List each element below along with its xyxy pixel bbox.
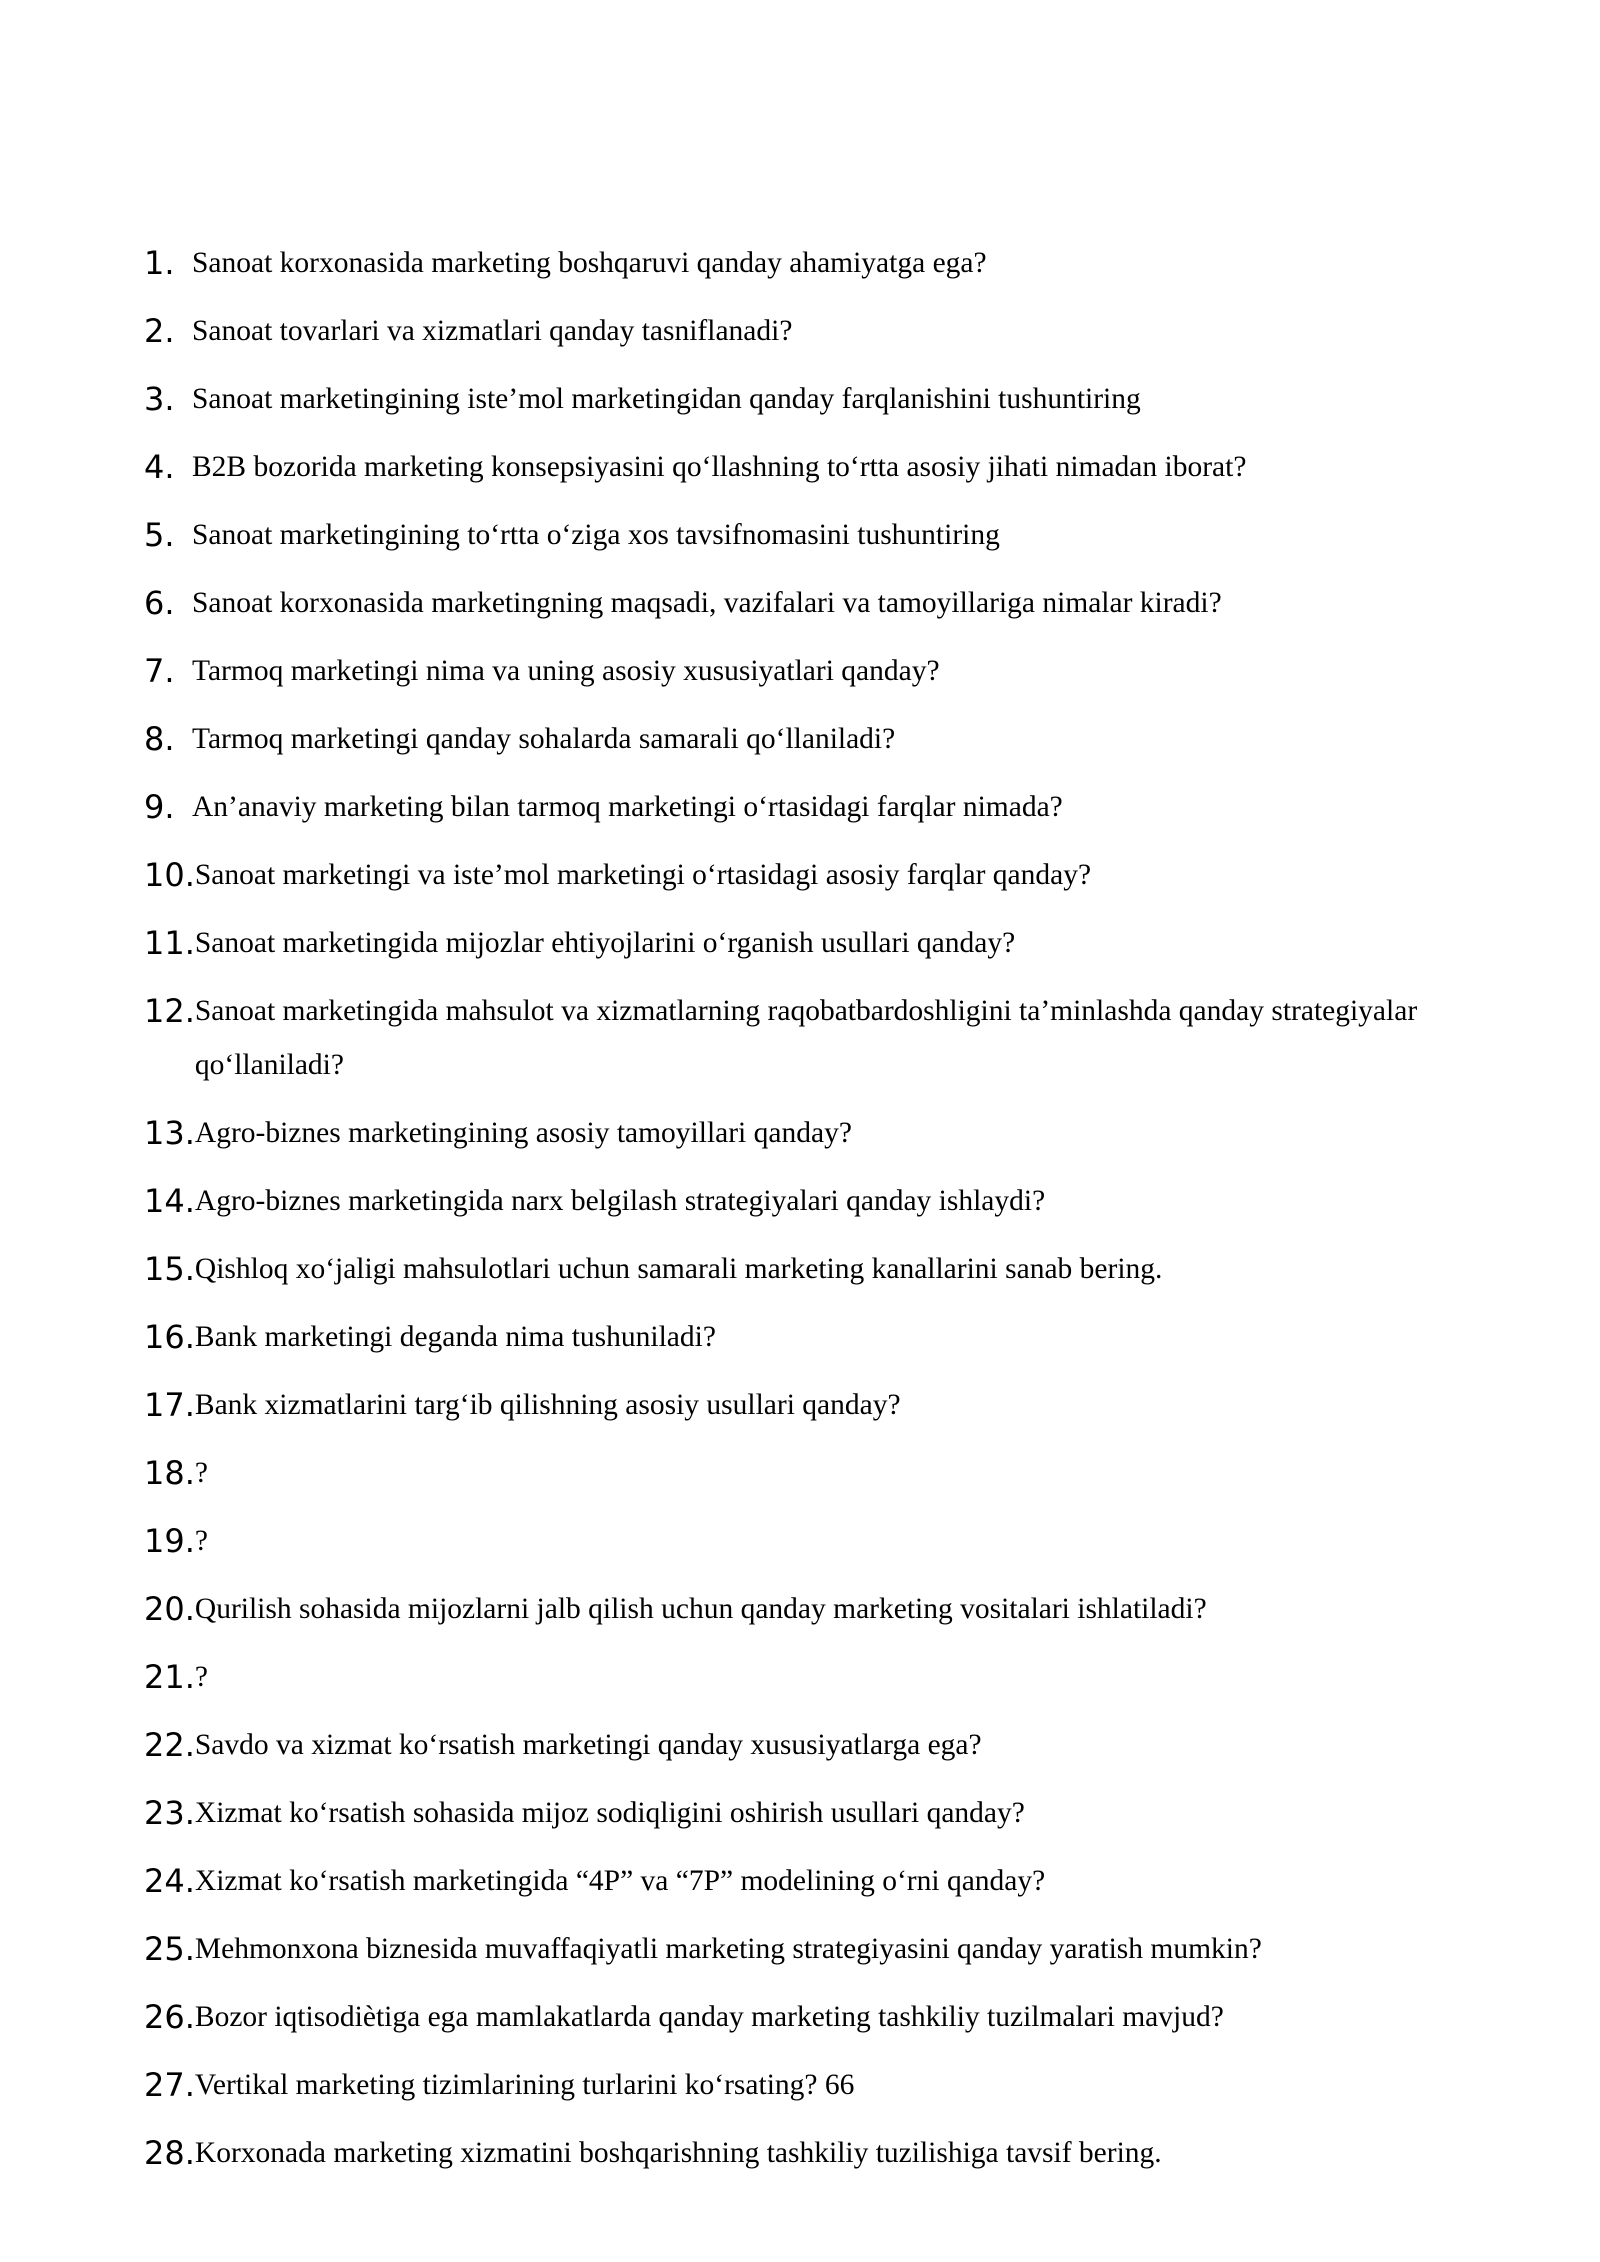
- question-number: 14.: [144, 1182, 195, 1220]
- question-number: 18.: [144, 1454, 195, 1492]
- question-text: Bozor iqtisodiètiga ega mamlakatlarda qanday marketing tashkiliy tuzilmalari mavjud?: [194, 2001, 1224, 2033]
- question-number: 19.: [144, 1522, 195, 1560]
- question-number: 13.: [144, 1114, 195, 1152]
- question-number: 7.: [144, 652, 175, 690]
- question-number: 27.: [144, 2066, 195, 2104]
- question-number: 8.: [144, 720, 175, 758]
- question-number: 1.: [144, 244, 175, 282]
- question-item: [144, 784, 1444, 834]
- question-number: 22.: [144, 1726, 195, 1764]
- question-text: Tarmoq marketingi nima va uning asosiy xususiyatlari qanday?: [192, 655, 940, 687]
- question-number: 25.: [144, 1930, 195, 1968]
- question-text: Sanoat marketingining to‘rtta o‘ziga xos tavsifnomasini tushuntiring: [192, 519, 1000, 551]
- question-item: [144, 1858, 1444, 1908]
- question-text: Vertikal marketing tizimlarining turlarini ko‘rsating? 66: [194, 2069, 855, 2101]
- question-item: [144, 1382, 1444, 1432]
- question-text: ?: [194, 1525, 208, 1557]
- question-item: [144, 580, 1444, 630]
- question-number: 5.: [144, 516, 175, 554]
- question-number: 12.: [144, 992, 195, 1030]
- question-text: Sanoat marketingida mahsulot va xizmatlarning raqobatbardoshligini ta’minlashda qanday strategiyalar qo‘llaniladi?: [194, 995, 1418, 1081]
- question-item: [144, 1518, 1444, 1568]
- question-number: 10.: [144, 856, 195, 894]
- question-text: Bank marketingi deganda nima tushuniladi?: [194, 1321, 716, 1353]
- question-item: [144, 308, 1444, 358]
- question-item: [144, 1722, 1444, 1772]
- question-text: Tarmoq marketingi qanday sohalarda samarali qo‘llaniladi?: [192, 723, 896, 755]
- question-number: 3.: [144, 380, 175, 418]
- question-item: [144, 444, 1444, 494]
- question-text: Xizmat ko‘rsatish sohasida mijoz sodiqligini oshirish usullari qanday?: [194, 1797, 1025, 1829]
- question-item: [144, 648, 1444, 698]
- question-item: [144, 1110, 1444, 1160]
- question-text: Sanoat marketingining iste’mol marketingidan qanday farqlanishini tushuntiring: [192, 383, 1141, 415]
- question-text: Sanoat marketingida mijozlar ehtiyojlarini o‘rganish usullari qanday?: [194, 927, 1016, 959]
- question-text: ?: [194, 1661, 208, 1693]
- question-number: 21.: [144, 1658, 195, 1696]
- question-item: [144, 1314, 1444, 1364]
- question-number: 26.: [144, 1998, 195, 2036]
- question-item: [144, 376, 1444, 426]
- question-number: 24.: [144, 1862, 195, 1900]
- question-text: Agro-biznes marketingining asosiy tamoyillari qanday?: [194, 1117, 852, 1149]
- question-text: Bank xizmatlarini targ‘ib qilishning asosiy usullari qanday?: [194, 1389, 901, 1421]
- question-item: [144, 2062, 1444, 2112]
- question-number: 6.: [144, 584, 175, 622]
- question-text: Korxonada marketing xizmatini boshqarishning tashkiliy tuzilishiga tavsif bering.: [194, 2137, 1162, 2169]
- question-text: An’anaviy marketing bilan tarmoq marketingi o‘rtasidagi farqlar nimada?: [192, 791, 1063, 823]
- question-item: [144, 716, 1444, 766]
- question-item: [144, 2130, 1444, 2180]
- question-text: ?: [194, 1457, 208, 1489]
- question-number: 16.: [144, 1318, 195, 1356]
- question-number: 11.: [144, 924, 195, 962]
- question-text: Sanoat korxonasida marketing boshqaruvi qanday ahamiyatga ega?: [192, 247, 987, 279]
- question-text: Sanoat tovarlari va xizmatlari qanday tasniflanadi?: [192, 315, 793, 347]
- question-number: 28.: [144, 2134, 195, 2172]
- question-text: Agro-biznes marketingida narx belgilash strategiyalari qanday ishlaydi?: [194, 1185, 1046, 1217]
- question-item: [144, 1994, 1444, 2044]
- question-item: [144, 512, 1444, 562]
- question-number: 15.: [144, 1250, 195, 1288]
- question-text: Mehmonxona biznesida muvaffaqiyatli marketing strategiyasini qanday yaratish mumkin?: [194, 1933, 1262, 1965]
- question-item: [144, 1246, 1444, 1296]
- question-item: [144, 240, 1444, 290]
- question-item: [144, 1926, 1444, 1976]
- question-item: [144, 1654, 1444, 1704]
- question-number: 17.: [144, 1386, 195, 1424]
- question-item: [144, 1790, 1444, 1840]
- question-text: Qishloq xo‘jaligi mahsulotlari uchun samarali marketing kanallarini sanab bering.: [194, 1253, 1163, 1285]
- question-text: Savdo va xizmat ko‘rsatish marketingi qanday xususiyatlarga ega?: [194, 1729, 982, 1761]
- question-number: 23.: [144, 1794, 195, 1832]
- question-item: [144, 1586, 1444, 1636]
- question-item: [144, 852, 1444, 902]
- question-text: Qurilish sohasida mijozlarni jalb qilish uchun qanday marketing vositalari ishlatiladi?: [194, 1593, 1207, 1625]
- question-number: 20.: [144, 1590, 195, 1628]
- question-item: [144, 920, 1444, 970]
- question-text: B2B bozorida marketing konsepsiyasini qo‘llashning to‘rtta asosiy jihati nimadan iborat?: [192, 451, 1247, 483]
- question-text: Sanoat marketingi va iste’mol marketingi o‘rtasidagi asosiy farqlar qanday?: [194, 859, 1092, 891]
- question-list: [144, 240, 1444, 2198]
- question-item: [144, 1178, 1444, 1228]
- question-number: 2.: [144, 312, 175, 350]
- question-text: Sanoat korxonasida marketingning maqsadi, vazifalari va tamoyillariga nimalar kiradi?: [192, 587, 1222, 619]
- question-number: 4.: [144, 448, 175, 486]
- question-text: Xizmat ko‘rsatish marketingida “4P” va “7P” modelining o‘rni qanday?: [194, 1865, 1046, 1897]
- question-number: 9.: [144, 788, 175, 826]
- question-item: [144, 1450, 1444, 1500]
- question-item: [144, 988, 1444, 1092]
